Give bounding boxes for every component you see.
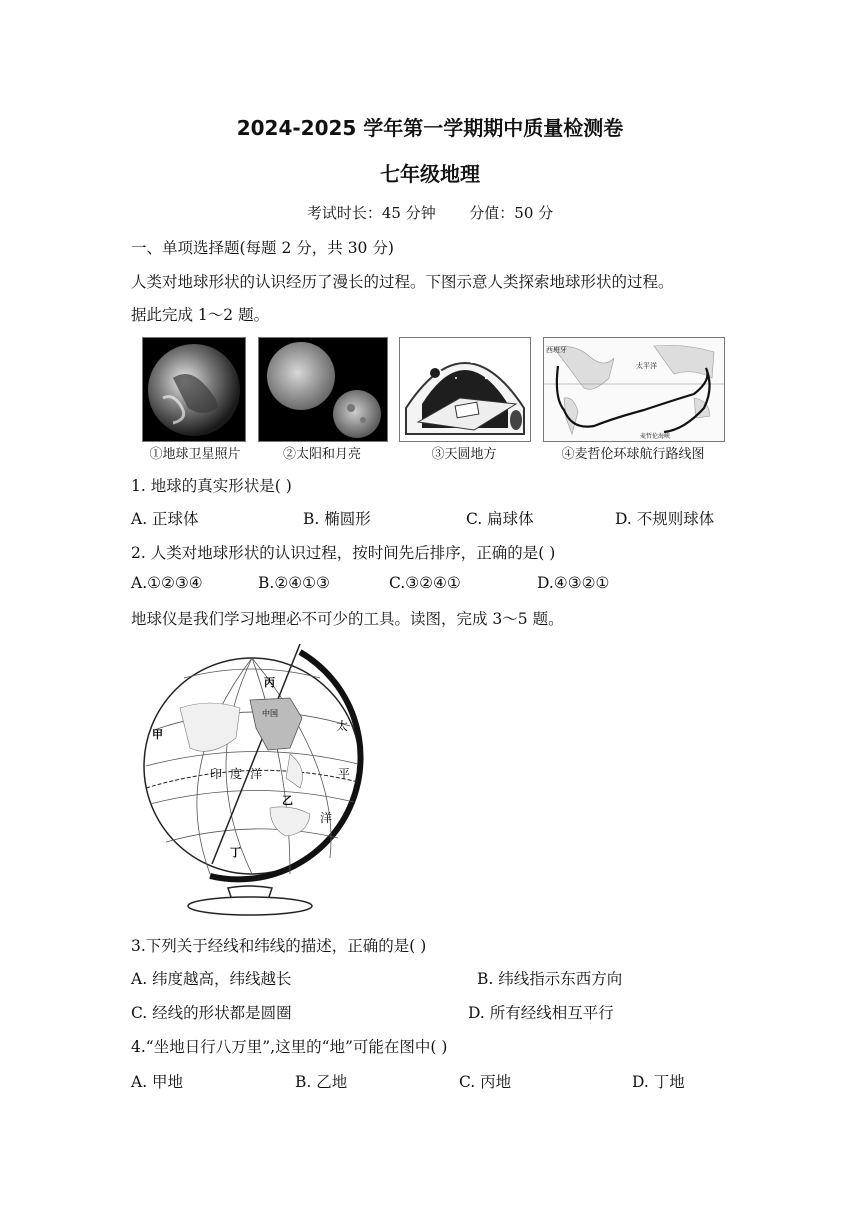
exam-subtitle: 七年级地理 (380, 162, 480, 186)
satellite-photo (142, 337, 246, 442)
label-ding: 丁 (230, 846, 241, 859)
globe-stand-base (188, 897, 312, 915)
exam-title: 2024-2025 学年第一学期期中质量检测卷 (236, 116, 624, 140)
map-label-spain: 西班牙 (546, 346, 567, 354)
label-indian-ocean: 印度洋 (210, 767, 271, 781)
map-label-pacific: 太平洋 (636, 362, 657, 370)
caption-4: ④麦哲伦环球航行路线图 (561, 447, 705, 462)
label-china: 中国 (262, 709, 278, 718)
sun-moon-image (259, 338, 387, 441)
q1-stem: 1. 地球的真实形状是( ) (131, 477, 292, 495)
q3-stem: 3.下列关于经线和纬线的描述，正确的是( ) (131, 937, 427, 955)
intro-line-1: 人类对地球形状的认识经历了漫长的过程。下图示意人类探索地球形状的过程。 (131, 273, 674, 291)
label-pacific-1: 太 (336, 719, 349, 733)
q2-option-b: B.②④①③ (258, 574, 330, 592)
q2-option-a: A.①②③④ (131, 574, 203, 592)
magellan-route-map (543, 337, 725, 442)
q1-option-a: A. 正球体 (131, 510, 199, 528)
exam-duration: 考试时长：45 分钟 (306, 204, 436, 222)
q3-option-a: A. 纬度越高，纬线越长 (131, 970, 292, 988)
q3-option-b: B. 纬线指示东西方向 (477, 970, 623, 988)
q3-option-d: D. 所有经线相互平行 (468, 1004, 614, 1022)
q4-option-b: B. 乙地 (295, 1073, 348, 1091)
caption-3: ③天圆地方 (431, 447, 497, 462)
map-label-strait: 麦哲伦海峡 (640, 433, 671, 440)
sun-moon-photo (258, 337, 388, 442)
q2-option-c: C.③②④① (389, 574, 461, 592)
dome-drawing (400, 338, 530, 441)
q4-option-a: A. 甲地 (131, 1073, 184, 1091)
exam-meta (0, 202, 860, 223)
caption-2: ②太阳和月亮 (282, 447, 361, 462)
intro-line-2: 据此完成 1～2 题。 (131, 306, 270, 324)
caption-1: ①地球卫星照片 (149, 447, 241, 462)
q1-option-d: D. 不规则球体 (615, 510, 715, 528)
exam-score: 分值：50 分 (469, 204, 554, 222)
label-yi: 乙 (282, 794, 293, 807)
q4-stem: 4.“坐地日行八万里”,这里的“地”可能在图中( ) (131, 1038, 448, 1056)
section-heading: 一、单项选择题(每题 2 分，共 30 分) (131, 239, 394, 257)
earth-image (143, 338, 245, 441)
label-jia: 甲 (152, 728, 163, 741)
heaven-round-earth-square-image (399, 337, 531, 442)
q2-stem: 2. 人类对地球形状的认识过程，按时间先后排序，正确的是( ) (131, 544, 556, 562)
label-bing: 丙 (264, 676, 275, 689)
globe-intro: 地球仪是我们学习地理必不可少的工具。读图，完成 3～5 题。 (131, 610, 564, 628)
q2-option-d: D.④③②① (537, 574, 610, 592)
route-map-drawing (544, 338, 724, 441)
label-pacific-3: 洋 (320, 811, 333, 825)
label-pacific-2: 平 (338, 767, 351, 781)
q1-option-b: B. 椭圆形 (303, 510, 371, 528)
q4-option-d: D. 丁地 (632, 1073, 685, 1091)
globe-figure (140, 638, 380, 918)
q1-option-c: C. 扁球体 (466, 510, 534, 528)
q4-option-c: C. 丙地 (459, 1073, 512, 1091)
q3-option-c: C. 经线的形状都是圆圈 (131, 1004, 292, 1022)
